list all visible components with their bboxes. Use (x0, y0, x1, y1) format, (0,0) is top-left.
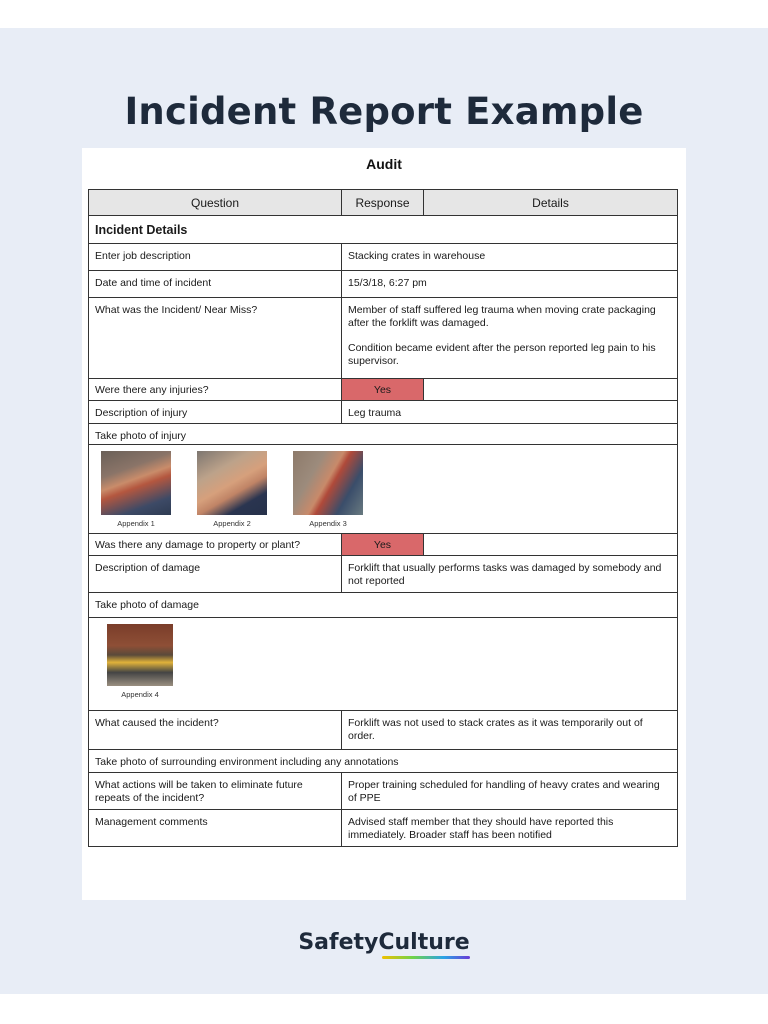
injury-photo[interactable] (293, 451, 363, 528)
photo-cell (89, 618, 678, 711)
response-yes-badge: Yes (342, 379, 424, 401)
question-cell: Take photo of injury (89, 424, 678, 445)
question-cell: Description of injury (89, 401, 342, 424)
injury-photo[interactable] (197, 451, 267, 528)
table-row (89, 773, 678, 810)
page-title: Incident Report Example (124, 90, 644, 133)
logo-wordmark (298, 930, 469, 955)
photo-image (107, 624, 173, 686)
question-cell: Date and time of incident (89, 271, 342, 298)
column-header-details: Details (424, 190, 678, 216)
injury-photo[interactable] (101, 451, 171, 528)
answer-cell: Proper training scheduled for handling of heavy crates and wearing of PPE (342, 773, 678, 810)
logo-underline (382, 956, 469, 959)
photo-image (293, 451, 363, 515)
question-cell: Description of damage (89, 556, 342, 593)
section-row (89, 216, 678, 244)
answer-cell: Forklift was not used to stack crates as it was temporarily out of order. (342, 711, 678, 750)
photo-caption: Appendix 2 (213, 519, 251, 528)
table-row (89, 424, 678, 445)
photo-image (101, 451, 171, 515)
audit-document (82, 148, 686, 900)
photo-caption: Appendix 1 (117, 519, 155, 528)
table-row (89, 534, 678, 556)
answer-cell: Stacking crates in warehouse (342, 244, 678, 271)
table-row (89, 556, 678, 593)
column-header-question: Question (89, 190, 342, 216)
table-row (89, 810, 678, 847)
table-header-row (89, 190, 678, 216)
audit-table (88, 189, 678, 847)
response-yes-badge: Yes (342, 534, 424, 556)
question-cell: Were there any injuries? (89, 379, 342, 401)
table-row (89, 271, 678, 298)
table-row (89, 379, 678, 401)
question-cell: Was there any damage to property or plant? (89, 534, 342, 556)
table-row (89, 593, 678, 618)
photo-caption: Appendix 3 (309, 519, 347, 528)
table-row (89, 298, 678, 379)
safetyculture-logo (0, 930, 768, 955)
answer-cell: Advised staff member that they should have reported this immediately. Broader staff has been notified (342, 810, 678, 847)
photo-row (89, 445, 678, 534)
details-cell (424, 534, 678, 556)
answer-cell: 15/3/18, 6:27 pm (342, 271, 678, 298)
answer-paragraph: Member of staff suffered leg trauma when moving crate packaging after the forklift was damaged. (348, 304, 656, 330)
section-heading: Incident Details (89, 216, 678, 244)
table-row (89, 750, 678, 773)
question-cell: What caused the incident? (89, 711, 342, 750)
photo-cell (89, 445, 678, 534)
table-row (89, 711, 678, 750)
question-cell: Take photo of surrounding environment including any annotations (89, 750, 678, 773)
logo-text: SafetyCulture (298, 930, 470, 955)
question-cell: What actions will be taken to eliminate future repeats of the incident? (89, 773, 342, 810)
question-cell: Take photo of damage (89, 593, 678, 618)
details-cell (424, 379, 678, 401)
answer-paragraph: Condition became evident after the person reported leg pain to his supervisor. (348, 342, 656, 368)
column-header-response: Response (342, 190, 424, 216)
table-row (89, 244, 678, 271)
photo-caption: Appendix 4 (121, 690, 159, 699)
answer-cell: Leg trauma (342, 401, 678, 424)
photo-row (89, 618, 678, 711)
photo-image (197, 451, 267, 515)
question-cell: Management comments (89, 810, 342, 847)
answer-cell: Forklift that usually performs tasks was damaged by somebody and not reported (342, 556, 678, 593)
document-title: Audit (366, 156, 402, 172)
damage-photo[interactable] (107, 624, 173, 699)
table-row (89, 401, 678, 424)
question-cell: Enter job description (89, 244, 342, 271)
answer-cell (342, 298, 678, 379)
question-cell: What was the Incident/ Near Miss? (89, 298, 342, 379)
